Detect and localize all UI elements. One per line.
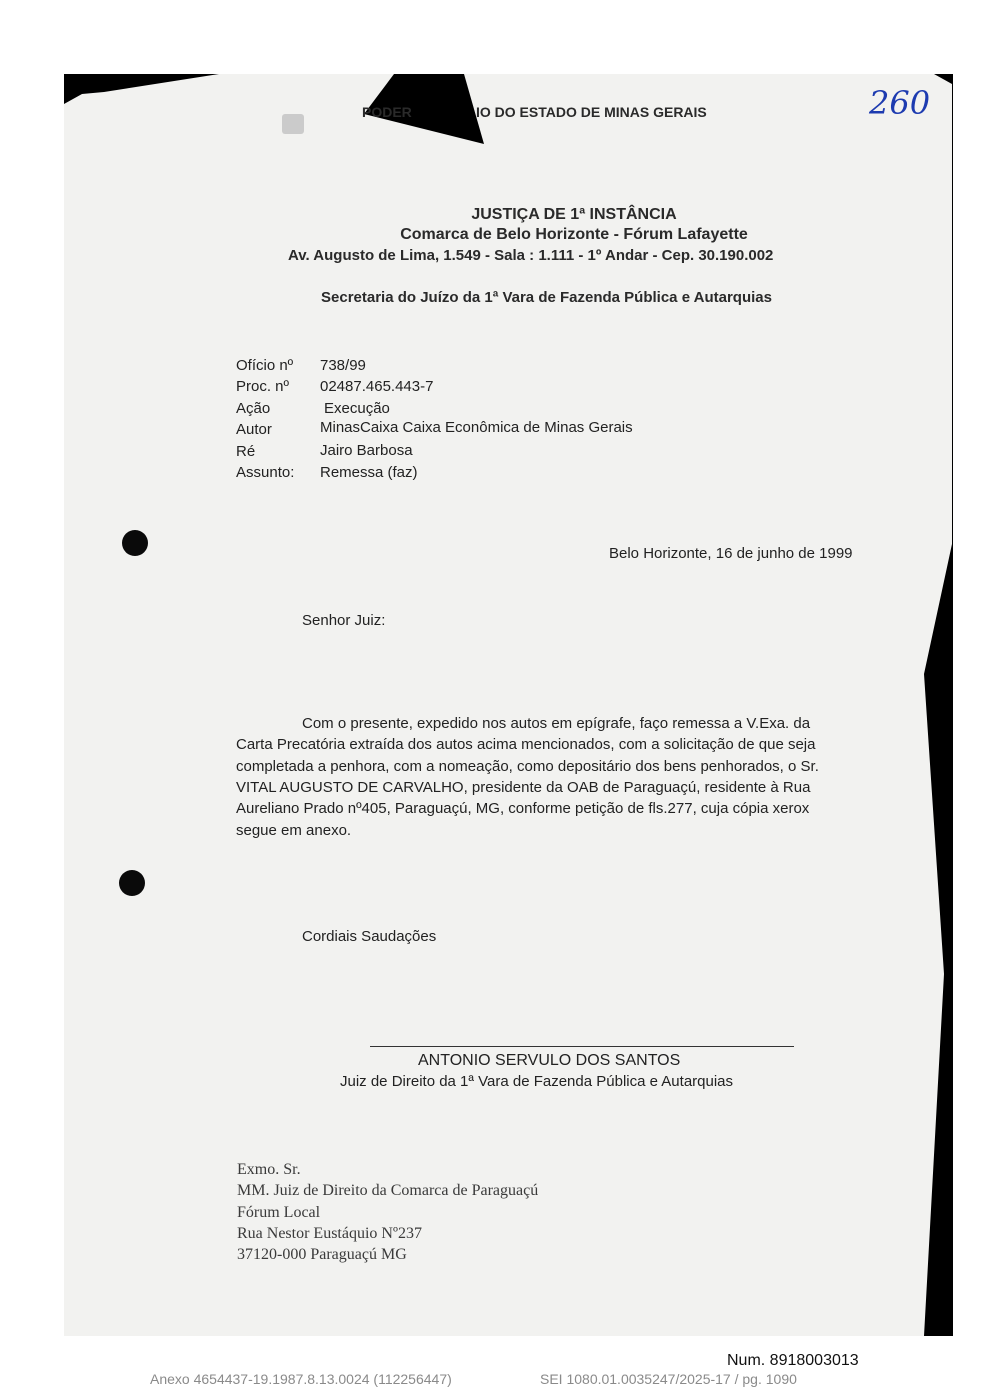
letter-date: Belo Horizonte, 16 de junho de 1999 xyxy=(609,545,853,562)
case-label-acao: Ação xyxy=(236,400,271,417)
signature-line xyxy=(370,1046,794,1047)
body-line: VITAL AUGUSTO DE CARVALHO, presidente da OAB de Paraguaçú, residente à Rua xyxy=(236,779,811,796)
addressee-line: MM. Juiz de Direito da Comarca de Paraguaçú xyxy=(237,1182,539,1199)
scanned-document xyxy=(64,74,953,1336)
coat-of-arms-seal xyxy=(282,114,304,134)
handwritten-page-number: 260 xyxy=(869,84,931,122)
address-line: Av. Augusto de Lima, 1.549 - Sala : 1.111 - 1º Andar - Cep. 30.190.002 xyxy=(288,247,774,264)
case-value-assunto: Remessa (faz) xyxy=(320,464,418,481)
header-state: IO DO ESTADO DE MINAS GERAIS xyxy=(476,104,707,120)
case-label-proc: Proc. nº xyxy=(236,378,289,395)
case-label-autor: Autor xyxy=(236,421,272,438)
case-value-proc: 02487.465.443-7 xyxy=(320,378,434,395)
salutation: Senhor Juiz: xyxy=(302,612,386,629)
closing: Cordiais Saudações xyxy=(302,928,437,945)
court-title: JUSTIÇA DE 1ª INSTÂNCIA xyxy=(471,206,677,223)
signer-name: ANTONIO SERVULO DOS SANTOS xyxy=(418,1052,681,1069)
comarca-line: Comarca de Belo Horizonte - Fórum Lafayette xyxy=(400,226,748,243)
body-line: Aureliano Prado nº405, Paraguaçú, MG, conforme petição de fls.277, cuja cópia xerox xyxy=(236,800,810,817)
case-value-re: Jairo Barbosa xyxy=(320,442,413,459)
body-line: Carta Precatória extraída dos autos acima mencionados, com a solicitação de que seja xyxy=(236,736,816,753)
addressee-line: Exmo. Sr. xyxy=(237,1161,301,1178)
body-line: completada a penhora, com a nomeação, como depositário dos bens penhorados, o Sr. xyxy=(236,758,819,775)
document-number: Num. 8918003013 xyxy=(727,1352,859,1369)
punch-hole-top xyxy=(122,530,148,556)
addressee-line: 37120-000 Paraguaçú MG xyxy=(237,1246,407,1263)
addressee-line: Fórum Local xyxy=(237,1204,321,1221)
case-value-acao: Execução xyxy=(324,400,390,417)
body-line: Com o presente, expedido nos autos em epígrafe, faço remessa a V.Exa. da xyxy=(302,715,811,732)
signer-title: Juiz de Direito da 1ª Vara de Fazenda Pública e Autarquias xyxy=(340,1073,734,1090)
case-label-assunto: Assunto: xyxy=(236,464,295,481)
addressee-line: Rua Nestor Eustáquio Nº237 xyxy=(237,1225,422,1242)
case-label-re: Ré xyxy=(236,443,256,460)
case-value-oficio: 738/99 xyxy=(320,357,366,374)
header-state-prefix: PODER xyxy=(362,104,412,120)
footer-sei: SEI 1080.01.0035247/2025-17 / pg. 1090 xyxy=(540,1371,797,1387)
footer-annex: Anexo 4654437-19.1987.8.13.0024 (112256447) xyxy=(150,1371,452,1387)
punch-hole-bottom xyxy=(119,870,145,896)
case-label-oficio: Ofício nº xyxy=(236,357,294,374)
body-line: segue em anexo. xyxy=(236,822,352,839)
case-value-autor: MinasCaixa Caixa Econômica de Minas Gerais xyxy=(320,419,633,436)
secretariat-line: Secretaria do Juízo da 1ª Vara de Fazenda Pública e Autarquias xyxy=(321,289,772,306)
